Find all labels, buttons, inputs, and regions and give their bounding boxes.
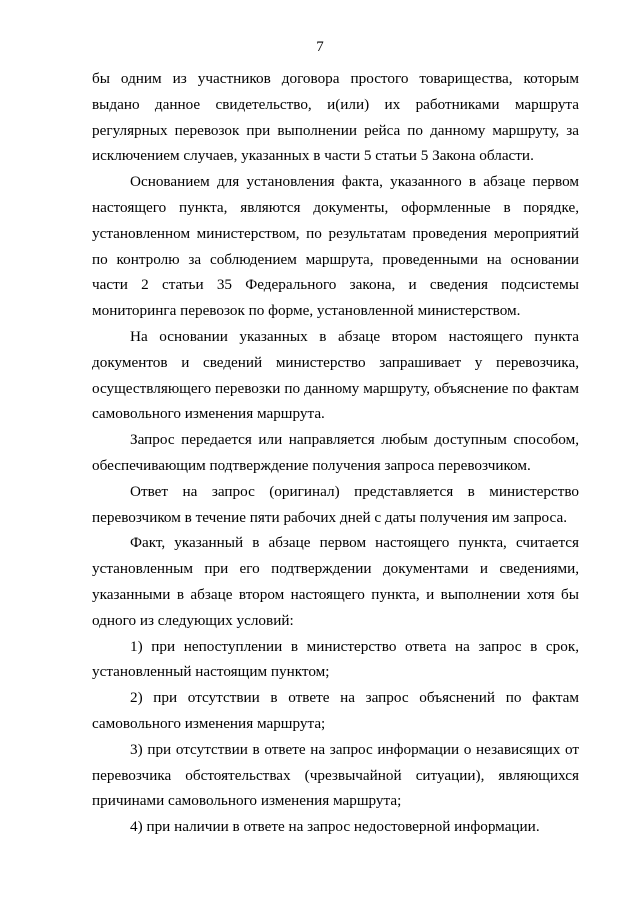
list-item-condition-3: 3) при отсутствии в ответе на запрос информации о независящих от перевозчика обстоятельствах (чрезвычайной ситуации), являющихся причинами самовольного изменения маршрута; <box>92 740 579 810</box>
page-number: 7 <box>316 39 324 55</box>
list-item-condition-1: 1) при непоступлении в министерство ответа на запрос в срок, установленный настоящим пунктом; <box>92 637 579 681</box>
paragraph-request-delivery: Запрос передается или направляется любым доступным способом, обеспечивающим подтверждение получения запроса перевозчиком. <box>92 431 579 474</box>
paragraph-response-deadline: Ответ на запрос (оригинал) представляется в министерство перевозчиком в течение пяти рабочих дней с даты получения им запроса. <box>92 482 579 526</box>
paragraph-fact-established: Факт, указанный в абзаце первом настоящего пункта, считается установленным при его подтверждении документами и сведениями, указанными в абзаце втором настоящего пункта, и выполнении хотя бы одного из следующих условий: <box>92 534 579 629</box>
list-item-condition-4: 4) при наличии в ответе на запрос недостоверной информации. <box>130 818 540 836</box>
paragraph-continuation: бы одним из участников договора простого товарищества, которым выдано данное свидетельство, и(или) их работниками маршрута регулярных перевозок при выполнении рейса по данному маршруту, за исключением случаев, указанных в части 5 статьи 5 Закона области. <box>92 70 579 165</box>
paragraph-ministry-request: На основании указанных в абзаце втором настоящего пункта документов и сведений министерство запрашивает у перевозчика, осуществляющего перевозки по данному маршруту, объяснение по фактам самовольного изменения маршрута. <box>92 327 579 423</box>
document-body <box>92 66 579 840</box>
list-item-condition-2: 2) при отсутствии в ответе на запрос объяснений по фактам самовольного изменения маршрута; <box>92 689 579 732</box>
paragraph-basis-documents: Основанием для установления факта, указанного в абзаце первом настоящего пункта, являются документы, оформленные в порядке, установленном министерством, по результатам проведения мероприятий по контролю за соблюдением маршрута, проведенными на основании части 2 статьи 35 Федерального закона, и сведения подсистемы мониторинга перевозок по форме, установленной министерством. <box>92 173 579 320</box>
